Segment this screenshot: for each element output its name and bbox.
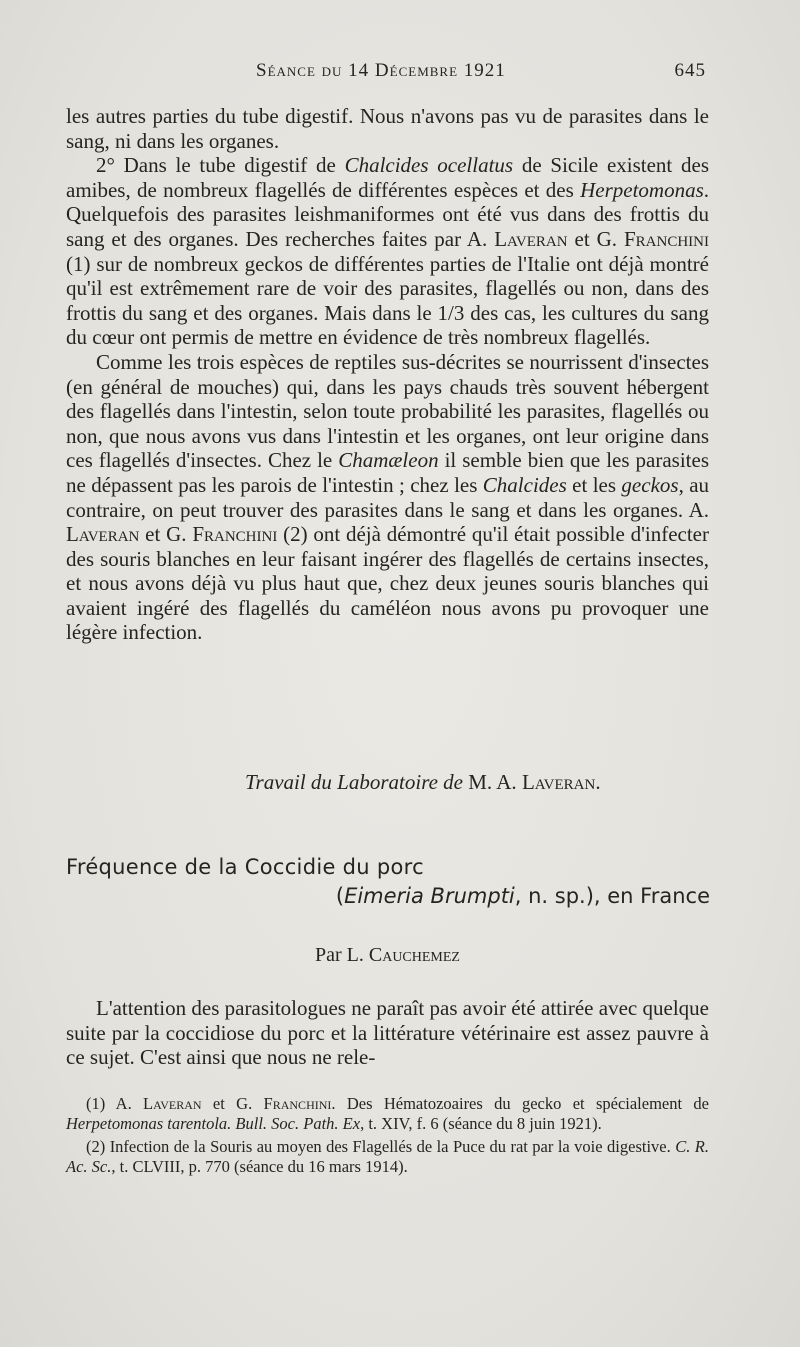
genus-name: Herpetomonas <box>580 177 704 202</box>
text-run: , t. CLVIII, p. 770 (séance du 16 mars 1914). <box>111 1156 408 1176</box>
title-rest: , n. sp.), en France <box>514 884 710 908</box>
author-name: Franchini <box>192 522 278 547</box>
paragraph-3 <box>66 350 709 645</box>
paragraph-1: les autres parties du tube digestif. Nous n'avons pas vu de parasites dans le sang, ni dans les organes. <box>66 104 709 153</box>
text-run: . Des Hématozoaires du gecko et spécialement de <box>331 1094 709 1113</box>
title-species: Eimeria Brumpti <box>344 884 515 908</box>
article-body-previous <box>66 104 709 645</box>
footnote-1 <box>66 1094 709 1135</box>
laboratory-signature <box>245 770 715 795</box>
paragraph-2 <box>66 153 709 350</box>
author-name: Franchini <box>263 1094 332 1113</box>
text-run: . Quelquefois des parasites leishmaniformes ont été vus dans des frottis du sang et des organes. Des recherches faites par A. <box>66 177 709 251</box>
text-run: et les <box>566 472 622 497</box>
text-run: il semble bien que les parasites ne dépassent pas les parois de l'intestin ; chez les <box>66 448 709 497</box>
common-name: geckos <box>621 472 679 497</box>
author-name: Franchini <box>623 226 709 251</box>
text-run: Comme les trois espèces de reptiles sus-décrites se nourrissent d'insectes (en général de mouches) qui, dans les pays chauds très souvent hébergent des flagellés dans l'intestin, selon toute probabilité les parasites, flagellés ou non, que nous avons vus dans l'intestin et les organes, ont leur origine dans ces flagellés d'insectes. Chez le <box>66 349 709 473</box>
author-name: Laveran <box>66 522 140 547</box>
author-name: Laveran <box>494 226 568 251</box>
footnote-2 <box>66 1137 709 1178</box>
signature-end: . <box>595 770 601 794</box>
article-author <box>66 944 709 967</box>
citation-title: Herpetomonas tarentola. Bull. Soc. Path. Ex <box>66 1114 361 1134</box>
signature-name: Laveran <box>521 770 596 794</box>
text-run: et G. <box>139 522 193 547</box>
text-run: (1) sur de nombreux geckos de différentes parties de l'Italie ont déjà montré qu'il est extrêmement rare de voir des parasites, flagellés ou non, dans des frottis du sang et des organes. Mais dans le 1/3 des cas, les cultures du sang du cœur ont permis de mettre en évidence de très nombreux flagellés. <box>66 251 709 350</box>
signature-text: Travail du Laboratoire de <box>245 770 463 794</box>
text-run: , t. XIV, f. 6 (séance du 8 juin 1921). <box>360 1114 602 1134</box>
journal-name: C. R. Ac. Sc. <box>66 1136 709 1176</box>
author-prefix: Par L. <box>314 944 369 966</box>
article-intro: L'attention des parasitologues ne paraît pas avoir été attirée avec quelque suite par la coccidiose du porc et la littérature vétérinaire est assez pauvre à ce sujet. C'est ainsi que nous ne rele- <box>66 996 709 1070</box>
text-run: et G. <box>201 1094 264 1113</box>
title-paren: ( <box>335 884 345 908</box>
author-name: Laveran <box>143 1094 202 1113</box>
species-name: Chalcides ocellatus <box>344 153 514 178</box>
signature-prefix: M. A. <box>468 770 522 794</box>
article-body <box>66 996 709 1070</box>
text-run: (2) Infection de la Souris au moyen des Flagellés de la Puce du rat par la voie digestive. <box>86 1136 676 1156</box>
genus-name: Chamæleon <box>338 448 439 473</box>
article-title-line-2 <box>330 884 710 908</box>
text-run: et G. <box>567 226 624 251</box>
running-title: Séance du 14 Décembre 1921 <box>256 60 506 81</box>
article-title-line-1: Fréquence de la Coccidie du porc <box>66 855 424 879</box>
text-run: 2° Dans le tube digestif de <box>96 153 345 178</box>
text-run: (2) ont déjà démontré qu'il était possible d'infecter des souris blanches en leur faisant ingérer des flagellés de certains insectes, et nous avons déjà vu plus haut que, chez deux jeunes souris blanches qui avaient ingéré des flagellés du caméléon nous avons pu provoquer une légère infection. <box>66 522 709 645</box>
genus-name: Chalcides <box>482 472 567 497</box>
text-run: , au contraire, on peut trouver des parasites dans le sang et dans les organes. A. <box>66 472 710 522</box>
footnotes <box>66 1094 709 1179</box>
author-name: Cauchemez <box>368 944 460 966</box>
page-number: 645 <box>674 60 706 81</box>
text-run: de Sicile existent des amibes, de nombreux flagellés de différentes espèces et des <box>66 153 709 202</box>
text-run: (1) A. <box>86 1094 144 1113</box>
